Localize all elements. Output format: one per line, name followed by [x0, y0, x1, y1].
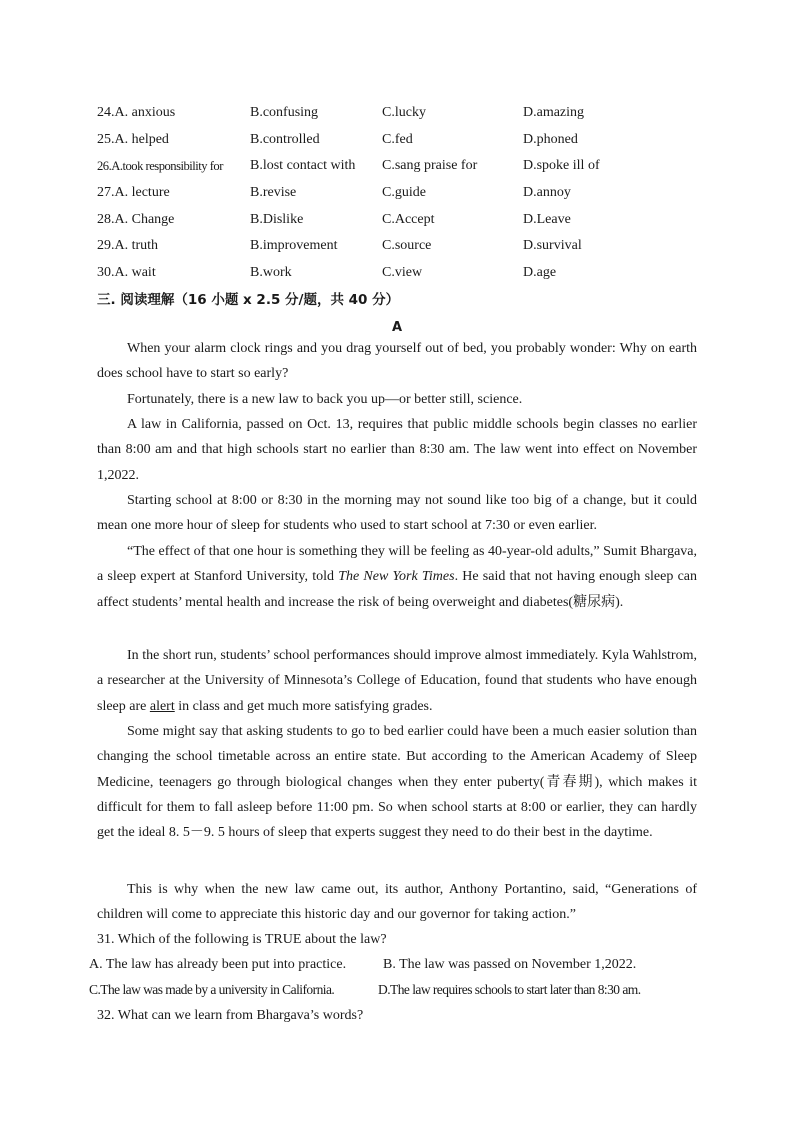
paragraph-5: [97, 539, 697, 615]
option-d: D.spoke ill of: [523, 158, 600, 173]
option-b: B.controlled: [250, 132, 320, 147]
option-c: C.source: [382, 238, 432, 253]
option-a: 30.A. wait: [97, 265, 156, 280]
option-b: B.Dislike: [250, 212, 304, 227]
paragraph-5-text-a: “The effect of that one hour is something they will be feeling as 40-year-old adults,” Sumit Bhargava, a sleep expert at Stanford University, told: [97, 544, 697, 585]
option-d: D.age: [523, 265, 557, 280]
option-d: D.survival: [523, 238, 582, 253]
passage-letter: A: [391, 320, 403, 335]
paragraph-3: A law in California, passed on Oct. 13, requires that public middle schools begin classes no earlier than 8:00 am and that high schools start no earlier than 8:30 am. The law went into effect on November 1,2022.: [97, 417, 697, 483]
paragraph-5-text-b: . He said that not having enough sleep can affect students’ mental health and increase the risk of being overweight and diabetes(糖尿病).: [97, 569, 697, 610]
option-d: D.phoned: [523, 132, 578, 147]
choice-31-c: C.The law was made by a university in California.: [89, 982, 335, 997]
paragraph-8: This is why when the new law came out, its author, Anthony Portantino, said, “Generations of children will come to appreciate this historic day and our governor for taking action.”: [97, 882, 697, 923]
choice-31-d: D.The law requires schools to start later than 8:30 am.: [378, 982, 641, 997]
paragraph-6-text-b: in class and get much more satisfying grades.: [174, 698, 433, 714]
option-a: 29.A. truth: [97, 238, 159, 253]
option-b: B.revise: [250, 185, 297, 200]
section-heading: 三. 阅读理解（16 小题 x 2.5 分/题，共 40 分）: [97, 292, 400, 308]
question-31: 31. Which of the following is TRUE about the law?: [97, 932, 387, 947]
paragraph-4: Starting school at 8:00 or 8:30 in the morning may not sound like too big of a change, but it could mean one more hour of sleep for students who used to start school at 7:30 or even earlier.: [97, 493, 697, 534]
option-b: B.confusing: [250, 105, 319, 120]
choice-31-b: B. The law was passed on November 1,2022.: [383, 957, 637, 972]
option-d: D.annoy: [523, 185, 571, 200]
option-c: C.Accept: [382, 212, 435, 227]
option-a: 25.A. helped: [97, 132, 169, 147]
option-b: B.improvement: [250, 238, 338, 253]
option-c: C.sang praise for: [382, 158, 478, 173]
paragraph-6-text-a: In the short run, students’ school performances should improve almost immediately. Kyla Wahlstrom, a researcher at the University of Minnesota’s College of Education, found that students who have enough sleep are: [97, 648, 697, 714]
option-a: 27.A. lecture: [97, 185, 170, 200]
option-a: 24.A. anxious: [97, 105, 176, 120]
option-a: 26.A.took responsibility for: [97, 159, 223, 173]
choice-31-a: A. The law has already been put into practice.: [89, 957, 347, 972]
option-d: D.amazing: [523, 105, 585, 120]
option-b: B.lost contact with: [250, 158, 356, 173]
newspaper-title: The New York Times: [338, 569, 455, 585]
underlined-word: alert: [149, 698, 175, 714]
option-c: C.view: [382, 265, 423, 280]
option-c: C.fed: [382, 132, 413, 147]
paragraph-2: Fortunately, there is a new law to back you up—or better still, science.: [127, 392, 523, 407]
option-c: C.lucky: [382, 105, 426, 120]
option-d: D.Leave: [523, 212, 571, 227]
paragraph-6: [97, 643, 697, 719]
option-c: C.guide: [382, 185, 426, 200]
option-b: B.work: [250, 265, 292, 280]
option-a: 28.A. Change: [97, 212, 175, 227]
question-32: 32. What can we learn from Bhargava’s words?: [97, 1008, 364, 1023]
paragraph-1: When your alarm clock rings and you drag yourself out of bed, you probably wonder: Why on earth does school have to start so early?: [97, 341, 697, 382]
paragraph-7: Some might say that asking students to go to bed earlier could have been a much easier solution than changing the school timetable across an entire state. But according to the American Academy of Sleep Medicine, teenagers go through biological changes when they enter puberty(青春期), which makes it difficult for them to fall asleep before 11:00 pm. So when school starts at 8:00 or earlier, they can hardly get the ideal 8. 5－9. 5 hours of sleep that experts suggest they need to do their best in the daytime.: [97, 724, 697, 841]
